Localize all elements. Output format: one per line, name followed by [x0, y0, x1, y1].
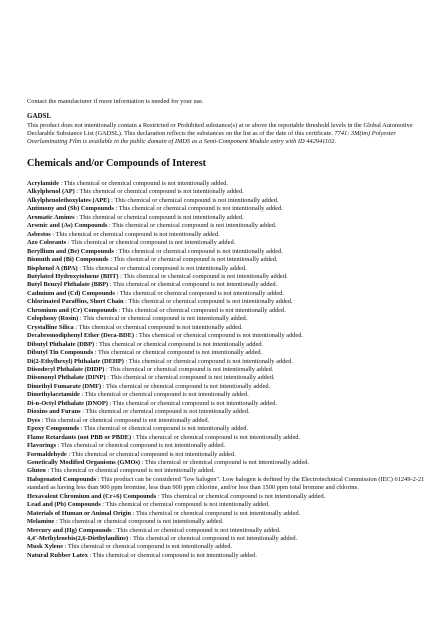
- chemical-entry: [27, 510, 425, 518]
- chemical-name: Di(2-Ethylhexyl) Phthalate (DEHP): [27, 357, 124, 365]
- chemical-statement: : This chemical or chemical compound is not intentionally added.: [100, 501, 270, 509]
- chemical-name: Butyl Benzyl Phthalate (BBP): [27, 281, 109, 289]
- chemical-name: Flame Retardants (not PBB or PBDE): [27, 433, 132, 441]
- chemical-statement: : This chemical or chemical compound is not intentionally added.: [133, 332, 303, 340]
- chemical-entry: [27, 222, 425, 230]
- chemical-statement: : This chemical or chemical compound is not intentionally added.: [93, 349, 263, 357]
- chemical-entry: [27, 442, 425, 450]
- chemical-statement: : This chemical or chemical compound is not intentionally added.: [156, 492, 326, 500]
- chemical-name: Gluten: [27, 467, 46, 475]
- chemical-statement: : This product can be considered "low halogen". Low halogen is defined by the Electrotechnical Commission (IEC) 61249-2-21 standard as having less than 900 ppm bromine, less than 900 ppm chlorine, and/or less than 1500 ppm total bromine and chlorine.: [27, 475, 425, 492]
- chemical-name: Mercury and (Hg) Compounds: [27, 526, 112, 534]
- chemical-statement: : This chemical or chemical compound is not intentionally added.: [58, 180, 228, 187]
- chemical-entry: [27, 214, 425, 222]
- gadsl-paragraph: [27, 122, 425, 146]
- chemical-name: Dibutyl Tin Compounds: [27, 349, 94, 357]
- chemical-name: Bismuth and (Bi) Compounds: [27, 256, 109, 264]
- chemical-entry: [27, 417, 425, 425]
- chemical-entry: [27, 341, 425, 349]
- chemical-statement: : This chemical or chemical compound is not intentionally added.: [54, 518, 224, 526]
- chemical-statement: : This chemical or chemical compound is not intentionally added.: [50, 230, 220, 238]
- gadsl-section: [27, 112, 425, 146]
- chemical-statement: : This chemical or chemical compound is not intentionally added.: [105, 374, 275, 382]
- chemical-statement: : This chemical or chemical compound is not intentionally added.: [94, 340, 264, 348]
- chemical-statement: : This chemical or chemical compound is not intentionally added.: [123, 298, 293, 306]
- chemical-entry: [27, 400, 425, 408]
- chemical-name: Aromatic Amines: [27, 213, 75, 221]
- chemical-entry: [27, 197, 425, 205]
- chemical-entry: [27, 391, 425, 399]
- chemical-statement: : This chemical or chemical compound is not intentionally added.: [63, 543, 233, 551]
- chemical-entry: [27, 518, 425, 526]
- chemical-entry: [27, 535, 425, 543]
- chemical-statement: : This chemical or chemical compound is not intentionally added.: [116, 306, 286, 314]
- chemical-statement: : This chemical or chemical compound is not intentionally added.: [79, 425, 249, 433]
- chemical-name: Natural Rubber Latex: [27, 551, 88, 559]
- chemical-name: Flavorings: [27, 442, 57, 450]
- chemical-statement: : This chemical or chemical compound is not intentionally added.: [140, 458, 310, 466]
- chemical-entry: [27, 358, 425, 366]
- chemical-statement: : This chemical or chemical compound is not intentionally added.: [74, 188, 244, 196]
- chemical-name: Musk Xylene: [27, 543, 64, 551]
- chemical-statement: : This chemical or chemical compound is not intentionally added.: [77, 264, 247, 272]
- chemical-entry: [27, 543, 425, 551]
- gadsl-heading: GADSL: [27, 112, 52, 120]
- chemical-statement: : This chemical or chemical compound is not intentionally added.: [113, 205, 283, 213]
- chemical-statement: : This chemical or chemical compound is not intentionally added.: [101, 382, 271, 390]
- chemical-name: Azo Colorants: [27, 239, 67, 247]
- chemical-name: Chlorinated Paraffins, Short Chain: [27, 298, 124, 306]
- chemical-name: Genetically Modified Organisms (GMOs): [27, 458, 141, 466]
- chemical-statement: : This chemical or chemical compound is not intentionally added.: [104, 365, 274, 373]
- chemical-statement: : This chemical or chemical compound is not intentionally added.: [45, 467, 215, 475]
- chemical-name: Alkylphenol (AP): [27, 188, 75, 196]
- chemical-name: Dimethylacetamide: [27, 391, 80, 399]
- chemical-entry: [27, 273, 425, 281]
- chemical-statement: : This chemical or chemical compound is not intentionally added.: [40, 416, 210, 424]
- chemical-entry: [27, 425, 425, 433]
- chemical-entry: [27, 434, 425, 442]
- contact-note: Contact the manufacturer if more information is needed for your use.: [27, 98, 204, 106]
- chemical-entry: [27, 383, 425, 391]
- chemical-entry: [27, 501, 425, 509]
- chemical-name: Diisononyl Phthalate (DINP): [27, 374, 106, 382]
- chemical-entry: [27, 552, 425, 560]
- chemical-statement: : This chemical or chemical compound is not intentionally added.: [107, 222, 277, 230]
- chemical-entry: [27, 527, 425, 535]
- chemical-statement: : This chemical or chemical compound is not intentionally added.: [109, 196, 279, 204]
- chemical-name: Dibutyl Phthalate (DBP): [27, 340, 95, 348]
- chemical-entry: [27, 467, 425, 475]
- chemical-name: 4,4'-Methylenebis(2,6-Diethylaniline): [27, 535, 129, 543]
- chemical-entry: [27, 459, 425, 467]
- chemical-name: Chromium and (Cr) Compounds: [27, 306, 117, 314]
- chemical-name: Alkylphenolethoxylates (APE): [27, 196, 110, 204]
- chemical-statement: : This chemical or chemical compound is not intentionally added.: [78, 315, 248, 323]
- chemical-name: Arsenic and (As) Compounds: [27, 222, 108, 230]
- chemical-name: Dyes: [27, 416, 41, 424]
- chemical-statement: : This chemical or chemical compound is not intentionally added.: [131, 433, 301, 441]
- chemical-name: Bisphenol A (BPA): [27, 264, 78, 272]
- chemical-statement: : This chemical or chemical compound is not intentionally added.: [79, 391, 249, 399]
- chemical-entry: [27, 366, 425, 374]
- chemical-statement: : This chemical or chemical compound is not intentionally added.: [56, 442, 226, 450]
- gadsl-imds-note: 7741: 3M(tm) Polyester Overlaminating Film is available in the public domain of IMDS as a Semi-Component Module entry with ID 442941102.: [27, 130, 396, 146]
- chemical-statement: : This chemical or chemical compound is not intentionally added.: [66, 239, 236, 247]
- chemical-statement: : This chemical or chemical compound is not intentionally added.: [74, 213, 244, 221]
- chemical-name: Halogenated Compounds: [27, 475, 97, 483]
- chemical-name: Diisodecyl Phthalate (DIDP): [27, 365, 105, 373]
- chemical-entry: [27, 315, 425, 323]
- chemical-name: Decabromodiphenyl Ether (Deca-BDE): [27, 332, 134, 340]
- chemical-statement: : This chemical or chemical compound is not intentionally added.: [111, 526, 281, 534]
- chemical-entry: [27, 205, 425, 213]
- chemical-name: Lead and (Pb) Compounds: [27, 501, 101, 509]
- chemical-name: Dimethyl Fumarate (DMF): [27, 382, 102, 390]
- gadsl-body-text: This product does not intentionally contain a Restricted or Prohibited substance(s) at or above the reportable threshold levels in the Global Automotive Declarable Substance List (GADSL). This declaration reflects the substances on the list as of the date of this certificate.: [27, 122, 413, 138]
- chemical-entry: [27, 332, 425, 340]
- chemicals-list: [27, 180, 425, 560]
- chemical-entry: [27, 408, 425, 416]
- chemical-name: Butylated Hydroxytoluene (BHT): [27, 272, 119, 280]
- chemical-entry: [27, 290, 425, 298]
- chemical-entry: [27, 451, 425, 459]
- chemical-statement: : This chemical or chemical compound is not intentionally added.: [107, 399, 277, 407]
- chemical-name: Acrylamide: [27, 180, 59, 187]
- chemical-entry: [27, 256, 425, 264]
- chemical-entry: [27, 231, 425, 239]
- chemical-entry: [27, 324, 425, 332]
- chemical-entry: [27, 298, 425, 306]
- chemical-statement: : This chemical or chemical compound is not intentionally added.: [114, 289, 284, 297]
- chemical-entry: [27, 265, 425, 273]
- chemical-name: Antimony and (Sb) Compounds: [27, 205, 114, 213]
- chemical-statement: : This chemical or chemical compound is not intentionally added.: [128, 535, 298, 543]
- chemical-entry: [27, 307, 425, 315]
- chemical-statement: : This chemical or chemical compound is not intentionally added.: [118, 272, 288, 280]
- chemical-entry: [27, 476, 425, 493]
- chemical-name: Colophony (Rosin): [27, 315, 79, 323]
- chemical-name: Formaldehyde: [27, 450, 67, 458]
- chemical-statement: : This chemical or chemical compound is not intentionally added.: [131, 509, 301, 517]
- chemical-name: Cadmium and (Cd) Compounds: [27, 289, 115, 297]
- chemical-name: Asbestos: [27, 230, 51, 238]
- chemical-name: Crystalline Silica: [27, 323, 74, 331]
- chemical-name: Melamine: [27, 518, 55, 526]
- chemical-entry: [27, 374, 425, 382]
- chemical-entry: [27, 239, 425, 247]
- chemical-name: Beryllium and (Be) Compounds: [27, 247, 114, 255]
- chemical-statement: : This chemical or chemical compound is not intentionally added.: [73, 323, 243, 331]
- chemical-entry: [27, 180, 425, 188]
- chemical-statement: : This chemical or chemical compound is not intentionally added.: [87, 551, 257, 559]
- chemical-entry: [27, 188, 425, 196]
- chemical-entry: [27, 493, 425, 501]
- chemical-entry: [27, 248, 425, 256]
- chemical-statement: : This chemical or chemical compound is not intentionally added.: [113, 247, 283, 255]
- chemical-name: Hexavalent Chromium and (Cr+6) Compounds: [27, 492, 157, 500]
- chemical-statement: : This chemical or chemical compound is not intentionally added.: [108, 256, 278, 264]
- chemical-statement: : This chemical or chemical compound is not intentionally added.: [66, 450, 236, 458]
- chemical-entry: [27, 349, 425, 357]
- chemical-statement: : This chemical or chemical compound is not intentionally added.: [80, 408, 250, 416]
- chemical-name: Di-n-Octyl Phthalate (DNOP): [27, 399, 108, 407]
- chemical-name: Dioxins and Furans: [27, 408, 81, 416]
- chemical-name: Epoxy Compounds: [27, 425, 80, 433]
- chemical-statement: : This chemical or chemical compound is not intentionally added.: [123, 357, 293, 365]
- chemical-entry: [27, 281, 425, 289]
- chemical-statement: : This chemical or chemical compound is not intentionally added.: [108, 281, 278, 289]
- chemical-name: Materials of Human or Animal Origin: [27, 509, 132, 517]
- chemicals-heading: Chemicals and/or Compounds of Interest: [27, 158, 207, 169]
